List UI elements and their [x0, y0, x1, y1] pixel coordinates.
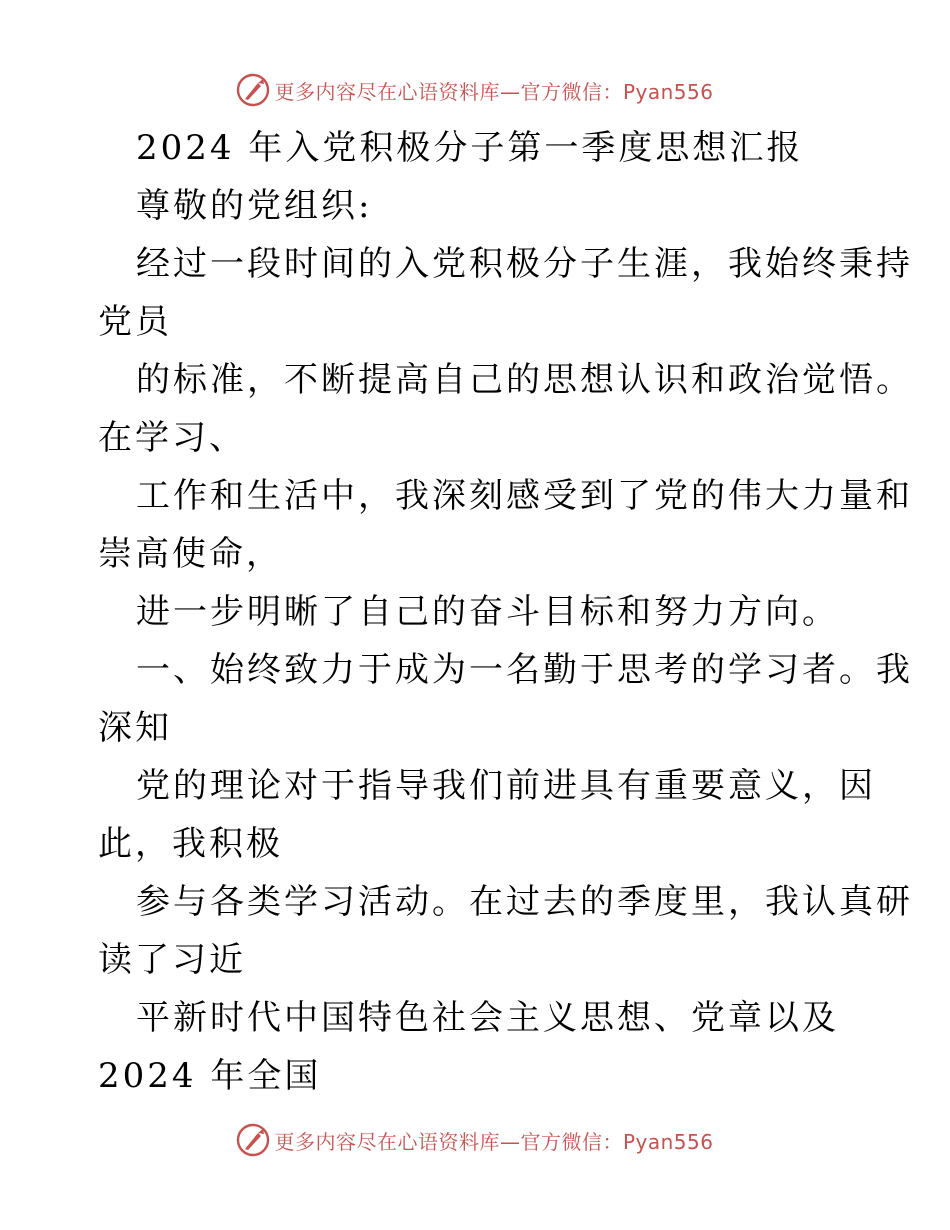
- quill-pen-logo-icon: [236, 73, 270, 107]
- text-line: 2024 年全国: [98, 1056, 322, 1096]
- section-heading-line: 一、始终致力于成为一名勤于思考的学习者。我: [136, 650, 913, 690]
- watermark-text: 更多内容尽在心语资料库—官方微信：Pyan556: [274, 1129, 714, 1154]
- text-line: 崇高使命，: [98, 534, 283, 574]
- salutation: 尊敬的党组织:: [136, 186, 373, 226]
- text-line: 经过一段时间的入党积极分子生涯，我始终秉持: [136, 244, 913, 284]
- text-line: 深知: [98, 708, 172, 748]
- text-line: 此，我积极: [98, 824, 283, 864]
- text-line: 党员: [98, 302, 172, 342]
- header-watermark: [0, 70, 950, 110]
- document-title: 2024 年入党积极分子第一季度思想汇报: [136, 128, 804, 168]
- text-line: 党的理论对于指导我们前进具有重要意义，因: [136, 766, 876, 806]
- watermark-text: 更多内容尽在心语资料库—官方微信：Pyan556: [274, 79, 714, 104]
- text-line: 工作和生活中，我深刻感受到了党的伟大力量和: [136, 476, 913, 516]
- text-line: 的标准，不断提高自己的思想认识和政治觉悟。: [136, 360, 913, 400]
- text-line: 参与各类学习活动。在过去的季度里，我认真研: [136, 882, 913, 922]
- text-line: 在学习、: [98, 418, 246, 458]
- text-line: 进一步明晰了自己的奋斗目标和努力方向。: [136, 592, 839, 632]
- footer-watermark: [0, 1120, 950, 1160]
- quill-pen-logo-icon: [236, 1123, 270, 1157]
- text-line: 读了习近: [98, 940, 246, 980]
- text-line: 平新时代中国特色社会主义思想、党章以及: [136, 998, 839, 1038]
